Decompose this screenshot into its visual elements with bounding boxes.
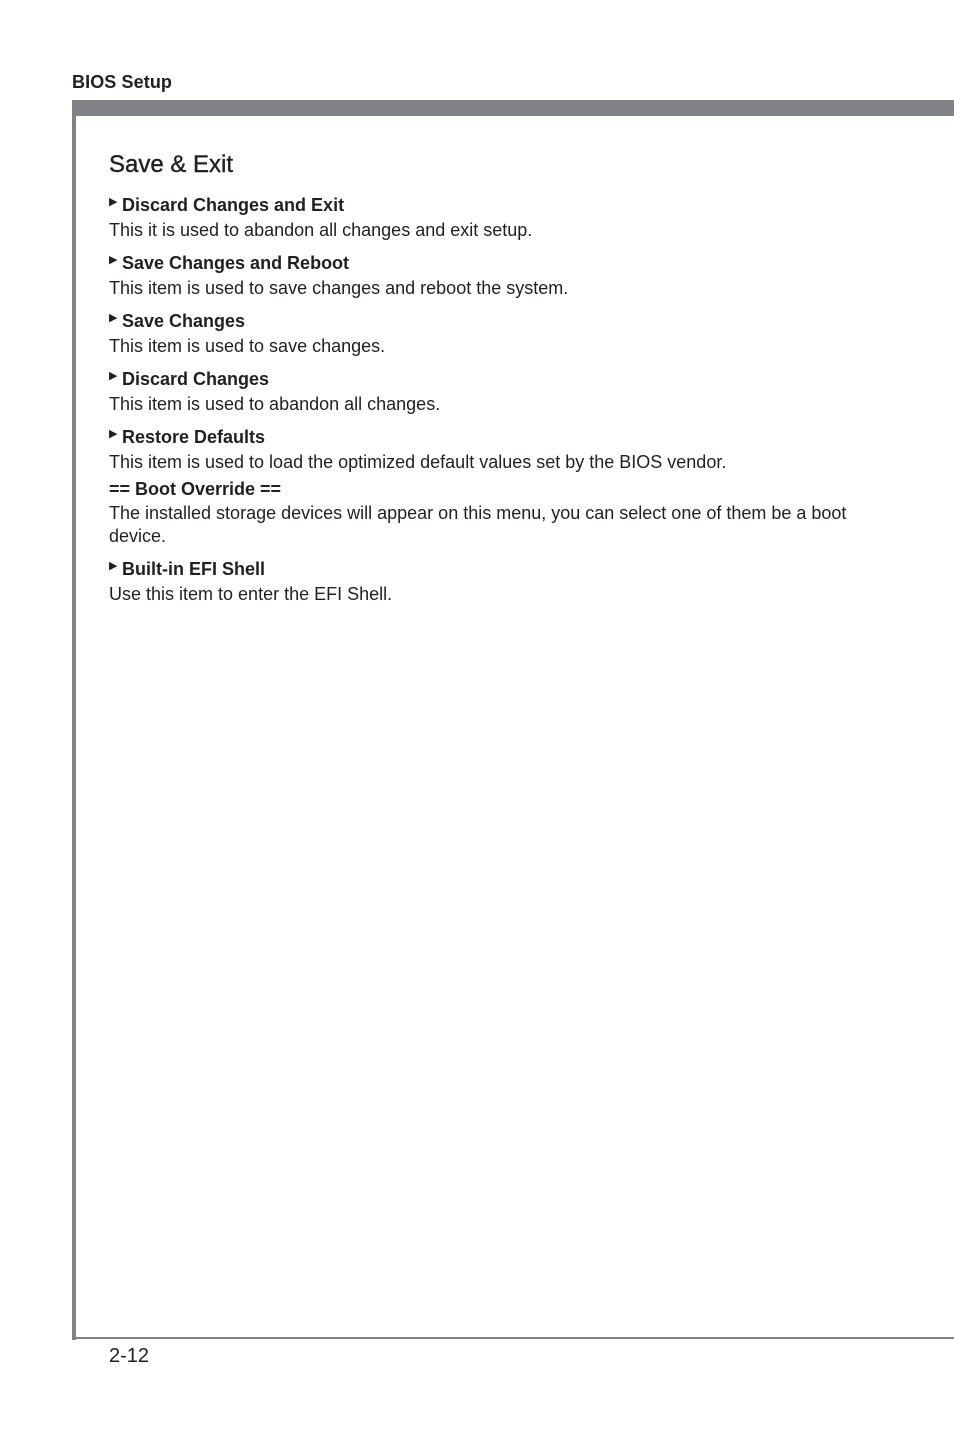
section-content — [109, 149, 869, 615]
triangle-bullet-icon: ▶ — [109, 254, 118, 266]
page-number: 2-12 — [109, 1345, 150, 1367]
boot-override-description: The installed storage devices will appear on this menu, you can select one of them be a boot device. — [109, 503, 847, 546]
item-label: Save Changes and Reboot — [122, 253, 350, 273]
item-description: This item is used to save changes. — [109, 336, 386, 356]
item-label: Discard Changes and Exit — [122, 195, 345, 215]
triangle-bullet-icon: ▶ — [109, 428, 118, 440]
item-label: Restore Defaults — [122, 427, 266, 447]
item-description: This it is used to abandon all changes and exit setup. — [109, 220, 533, 240]
running-head-title: BIOS Setup — [72, 72, 173, 92]
menu-item-discard-changes — [109, 367, 869, 416]
item-heading — [109, 425, 869, 449]
item-label: Discard Changes — [122, 369, 270, 389]
menu-item-save-changes — [109, 309, 869, 358]
item-heading — [109, 557, 869, 581]
bottom-rule — [72, 1337, 954, 1339]
item-label: Save Changes — [122, 311, 246, 331]
header-bar — [72, 100, 954, 116]
item-description: This item is used to save changes and reboot the system. — [109, 278, 569, 298]
item-description: This item is used to load the optimized default values set by the BIOS vendor. — [109, 452, 727, 472]
item-description: This item is used to abandon all changes. — [109, 394, 441, 414]
triangle-bullet-icon: ▶ — [109, 196, 118, 208]
item-heading — [109, 309, 869, 333]
item-heading — [109, 251, 869, 275]
menu-item-discard-changes-exit — [109, 193, 869, 242]
triangle-bullet-icon: ▶ — [109, 312, 118, 324]
boot-override-heading: == Boot Override == — [109, 479, 282, 499]
left-rule — [72, 100, 76, 1340]
item-description: Use this item to enter the EFI Shell. — [109, 584, 393, 604]
menu-item-restore-defaults — [109, 425, 869, 474]
triangle-bullet-icon: ▶ — [109, 370, 118, 382]
item-label: Built-in EFI Shell — [122, 559, 265, 579]
item-heading — [109, 193, 869, 217]
triangle-bullet-icon: ▶ — [109, 560, 118, 572]
section-title: Save & Exit — [109, 151, 234, 178]
menu-item-efi-shell — [109, 557, 869, 606]
item-heading — [109, 367, 869, 391]
menu-item-save-changes-reboot — [109, 251, 869, 300]
